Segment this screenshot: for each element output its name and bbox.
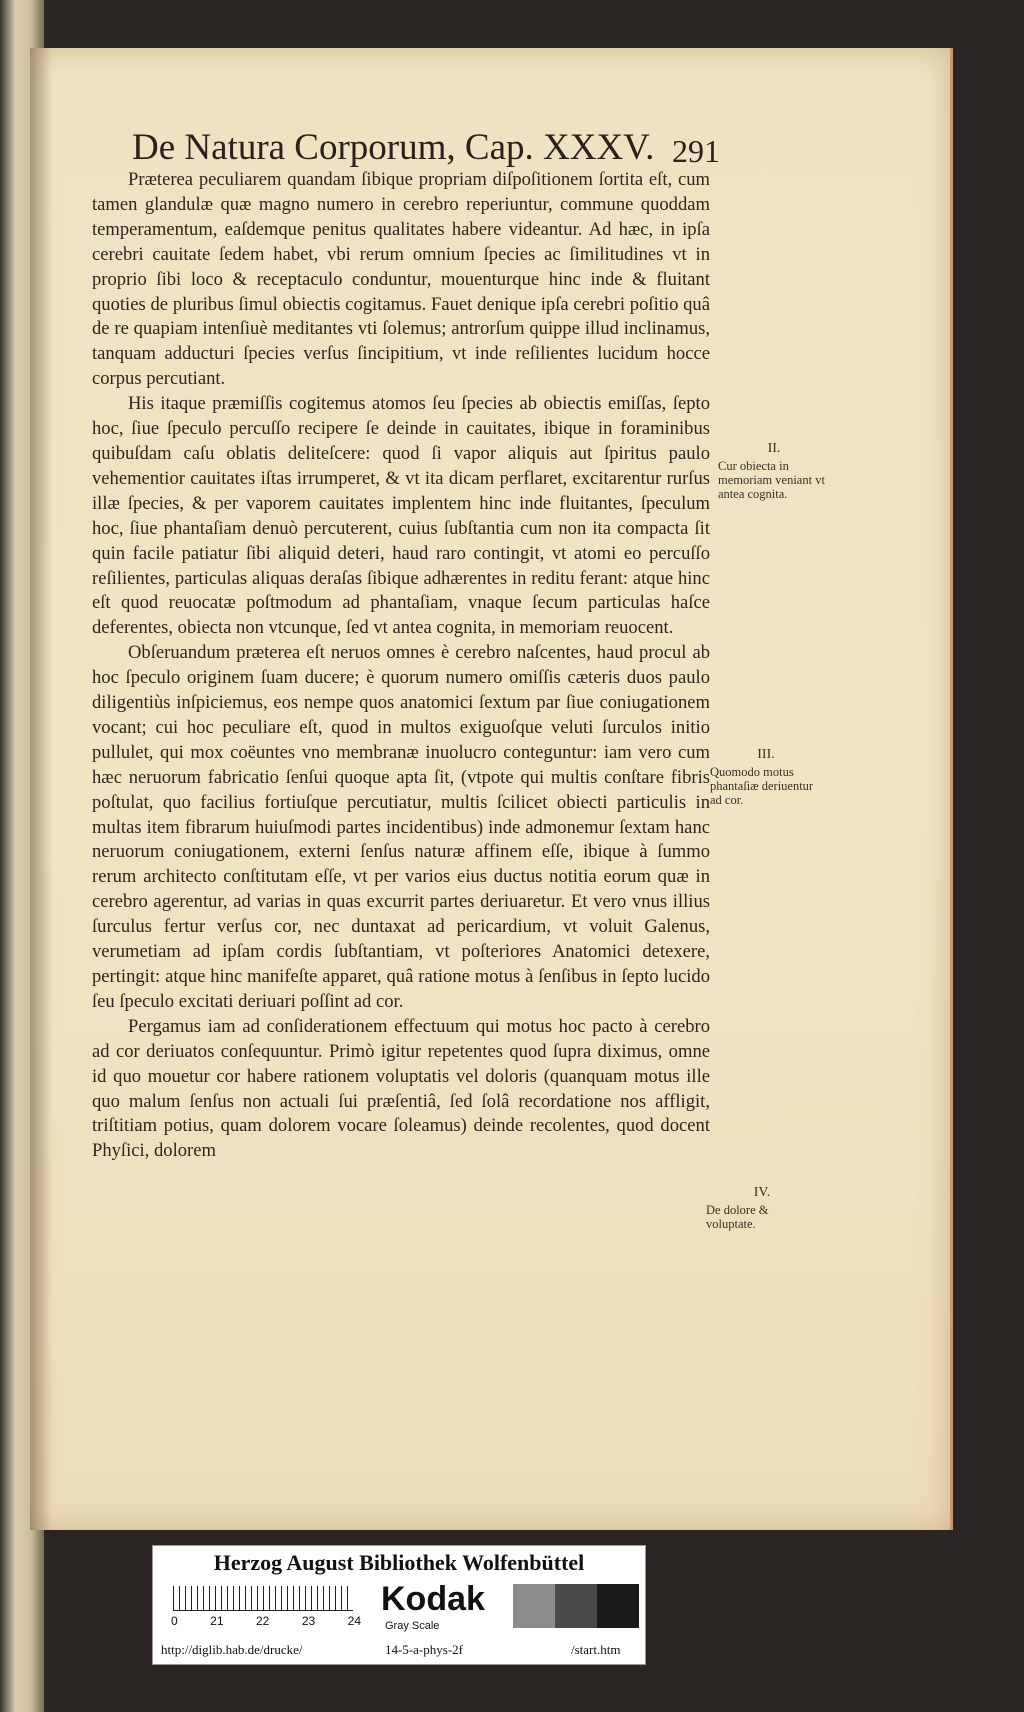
- ruler-labels: [171, 1614, 361, 1628]
- page-number: 291: [672, 133, 720, 169]
- url-end: /start.htm: [571, 1642, 621, 1657]
- paragraph-2: His itaque præmiſſis cogitemus atomos ſeu ſpecies ab obiectis emiſſas, ſepto hoc, ſiue ſpeculo percuſſo recipere ſe deinde in cauitates, ibique in foraminibus quibuſdam caſu oblatis deliteſcere: quod ſi vapor aliquis aut ſpiritus paulo vehementior cauitates iſtas irrumperet, & vt ita dicam perflaret, excitarentur rurſus illæ ſpecies, & per vaporem cauitates implentem hinc inde fluitantes, ſpeculum hoc, ſiue phantaſiam denuò percuterent, cuius ſubſtantia cum non ita compacta ſit quin facile patiatur ſibi aliquid deteri, haud raro contingit, vt atomi eo percuſſo reſilientes, particulas aliquas deraſas ſibique adhærentes in reditu ferant: atque hinc eſt quod reuocatæ poſtmodum ad phantaſiam, vnaque ſecum particulas haſce deferentes, obiecta non vtcunque, ſed vt antea cognita, in memoriam reuocent.: [92, 393, 710, 639]
- margin-note-text: Quomodo motus phantaſiæ deriuentur ad cor.: [710, 765, 814, 807]
- institution-label: Herzog August Bibliothek Wolfenbüttel: [213, 1550, 585, 1575]
- gray-swatch: [555, 1584, 597, 1628]
- ruler-label: 22: [255, 1614, 270, 1628]
- ruler-label: 21: [210, 1614, 224, 1628]
- kodak-logo: Kodak: [381, 1580, 485, 1618]
- body-text: [92, 168, 710, 1164]
- paragraph-3: Obſeruandum præterea eſt neruos omnes è cerebro naſcentes, haud procul ab hoc ſpeculo originem ſuam ducere; è quorum numero omiſſis cæteris duos paulo diligentiùs inſpiciemus, eos nempe quos anatomici ſextum par ſiue coniugationem vocant; cui hoc peculiare eſt, quod in multos exiguoſque veluti ſurculos initio pullulet, qui mox coëuntes vno membranæ inuolucro conteguntur: iam vero cum hæc neruorum fabricatio ſenſui quoque apta ſit, (vtpote qui multis conſtare fibris poſtulat, quo facilius fortiuſque percutiatur, multis ſcilicet obiecti particulis in multas item fibrarum huiuſmodi partes incidentibus) inde admonemur ſextam hanc neruorum coniugationem, externi ſenſus naturæ affinem eſſe, ibique à ſummo rerum architecto conſtitutam eſſe, vt per varios eius ductus notitia eorum quæ in cerebro agerentur, ad varias in quas excurrit partes deriuaretur. Et vero vnus illius ſurculus fertur verſus cor, nec duntaxat ad pericardium, vt voluit Galenus, verumetiam ad ipſam cordis ſubſtantiam, vt poſteriores Anatomici detexere, pertingit: atque hinc manifeſte apparet, quâ ratione motus à ſenſibus in ſepto lucido ſeu ſpeculo excitati deriuari poſſint ad cor.: [92, 642, 710, 1012]
- ruler-label: 0: [171, 1614, 178, 1628]
- gutter-shadow: [30, 48, 52, 1530]
- running-title: De Natura Corporum, Cap. XXXV.: [132, 127, 655, 168]
- margin-note-number: II.: [767, 441, 781, 456]
- margin-note-text: De dolore & voluptate.: [706, 1203, 769, 1231]
- ruler-label: 23: [301, 1614, 316, 1628]
- color-calibration-target: [152, 1545, 646, 1665]
- ruler-label: 24: [347, 1614, 361, 1628]
- margin-note-iii: [710, 748, 822, 807]
- gray-scale-label: Gray Scale: [385, 1620, 440, 1632]
- gray-swatch: [513, 1584, 555, 1628]
- margin-note-ii: [718, 442, 830, 501]
- shelfmark: 14-5-a-phys-2f: [385, 1642, 463, 1657]
- margin-note-number: III.: [757, 747, 775, 762]
- gray-swatches: [513, 1584, 639, 1628]
- ruler-scale: [173, 1586, 353, 1611]
- margin-note-iv: [706, 1186, 818, 1231]
- margin-note-text: Cur obiecta in memoriam veniant vt antea cognita.: [718, 459, 825, 501]
- url-base: http://diglib.hab.de/drucke/: [161, 1642, 303, 1657]
- gray-swatch: [597, 1584, 639, 1628]
- margin-note-number: IV.: [753, 1185, 771, 1200]
- paragraph-4: Pergamus iam ad conſiderationem effectuum qui motus hoc pacto à cerebro ad cor deriuatos conſequuntur. Primò igitur repetentes quod ſupra diximus, omne id quo mouetur cor habere rationem voluptatis vel doloris (quanquam motus ille quo malum ſenſus non actuali ſui præſentiâ, ſed ſolâ recordatione nos affligit, triſtitiam potius, quam dolorem vocare ſoleamus) deinde recolentes, quod docent Phyſici, dolorem: [92, 1015, 710, 1162]
- paragraph-1: Præterea peculiarem quandam ſibique propriam diſpoſitionem ſortita eſt, cum tamen glandulæ quæ magno numero in cerebro reperiuntur, commune quoddam temperamentum, eaſdemque penitus qualitates habere videantur. Ad hæc, in ipſa cerebri cauitate ſedem habet, vbi rerum omnium ſpecies ac ſimilitudines vt in proprio ſibi loco & receptaculo conduntur, mouenturque hinc inde & fluitant quoties de pluribus ſimul obiectis cogitamus. Fauet denique ipſa cerebri poſitio quâ de re quapiam intenſiuè meditantes vti ſolemus; antrorſum quippe illud inclinamus, tanquam adducturi ſpecies verſus ſincipitium, vt inde reſilientes lucidum hocce corpus percutiant.: [92, 169, 710, 390]
